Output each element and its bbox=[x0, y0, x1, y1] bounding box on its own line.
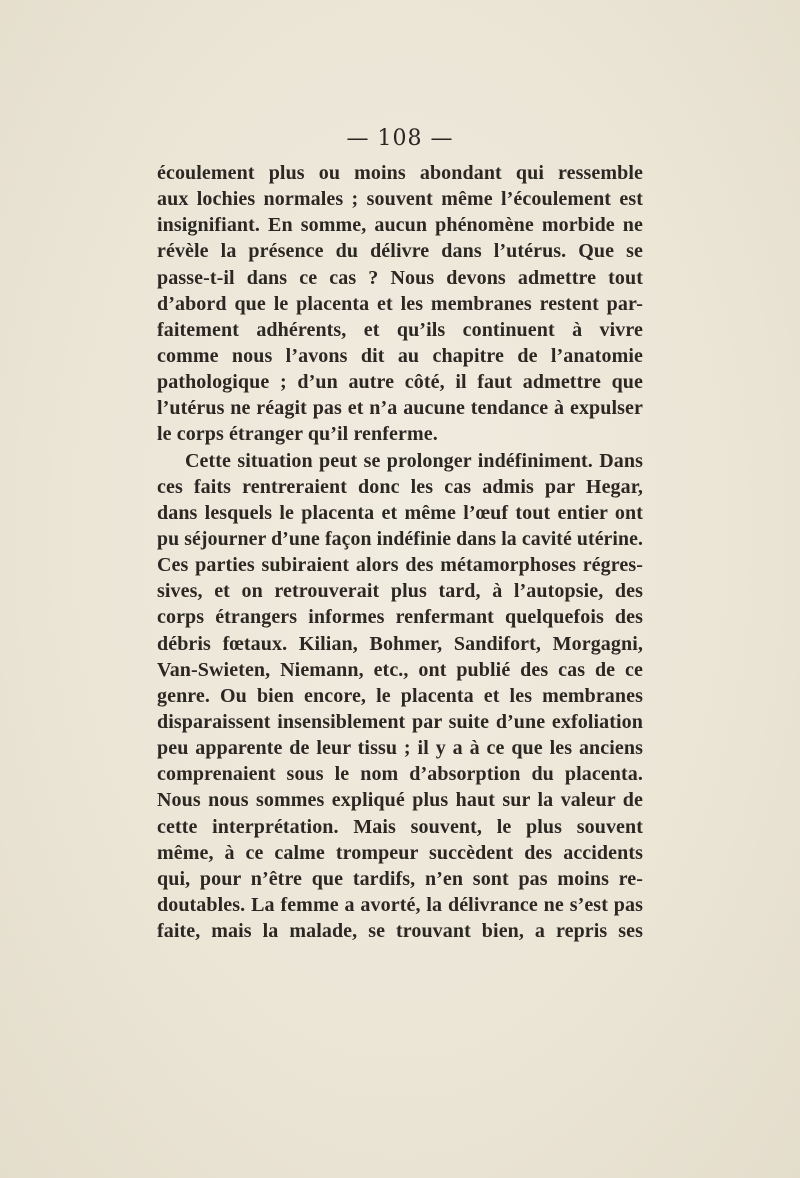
text-line: faite, mais la malade, se trouvant bien, a repris ses bbox=[157, 920, 643, 943]
body-text bbox=[157, 160, 643, 944]
text-line: insignifiant. En somme, aucun phénomène morbide ne bbox=[157, 214, 643, 237]
text-line: Van-Swieten, Niemann, etc., ont publié des cas de ce bbox=[157, 658, 643, 681]
text-line: doutables. La femme a avorté, la délivrance ne s’est pas bbox=[157, 893, 643, 916]
text-line: corps étrangers informes renfermant quelquefois des bbox=[157, 606, 643, 629]
text-line: pathologique ; d’un autre côté, il faut admettre que bbox=[157, 371, 643, 394]
text-line: qui, pour n’être que tardifs, n’en sont pas moins re- bbox=[157, 867, 643, 890]
text-line: Nous nous sommes expliqué plus haut sur la valeur de bbox=[157, 789, 643, 812]
text-line: d’abord que le placenta et les membranes restent par- bbox=[157, 292, 643, 315]
page-number: — 108 — bbox=[346, 126, 454, 151]
text-line: même, à ce calme trompeur succèdent des accidents bbox=[157, 841, 643, 864]
text-line: peu apparente de leur tissu ; il y a à ce que les anciens bbox=[157, 737, 643, 760]
text-line: révèle la présence du délivre dans l’utérus. Que se bbox=[157, 240, 643, 263]
text-line: cette interprétation. Mais souvent, le plus souvent bbox=[157, 815, 643, 838]
text-line: comme nous l’avons dit au chapitre de l’anatomie bbox=[157, 344, 643, 367]
text-line: genre. Ou bien encore, le placenta et les membranes bbox=[157, 684, 643, 707]
text-line: ces faits rentreraient donc les cas admis par Hegar, bbox=[157, 475, 643, 498]
text-line: faitement adhérents, et qu’ils continuent à vivre bbox=[157, 318, 643, 341]
text-line: disparaissent insensiblement par suite d’une exfoliation bbox=[157, 710, 643, 733]
text-line: dans lesquels le placenta et même l’œuf tout entier ont bbox=[157, 501, 643, 524]
text-line: Ces parties subiraient alors des métamorphoses régres- bbox=[157, 554, 643, 577]
text-line: pu séjourner d’une façon indéfinie dans la cavité utérine. bbox=[157, 527, 643, 550]
text-line: l’utérus ne réagit pas et n’a aucune tendance à expulser bbox=[157, 397, 643, 420]
paragraph-start: Cette situation peut se prolonger indéfiniment. Dans bbox=[185, 449, 643, 472]
text-line: le corps étranger qu’il renferme. bbox=[157, 423, 438, 446]
text-line: sives, et on retrouverait plus tard, à l’autopsie, des bbox=[157, 580, 643, 603]
text-line: écoulement plus ou moins abondant qui ressemble bbox=[157, 162, 643, 184]
text-line: passe-t-il dans ce cas ? Nous devons admettre tout bbox=[157, 266, 643, 289]
text-line: comprenaient sous le nom d’absorption du placenta. bbox=[157, 763, 643, 786]
text-line: aux lochies normales ; souvent même l’écoulement est bbox=[157, 188, 643, 211]
text-line: débris fœtaux. Kilian, Bohmer, Sandifort, Morgagni, bbox=[157, 632, 643, 655]
